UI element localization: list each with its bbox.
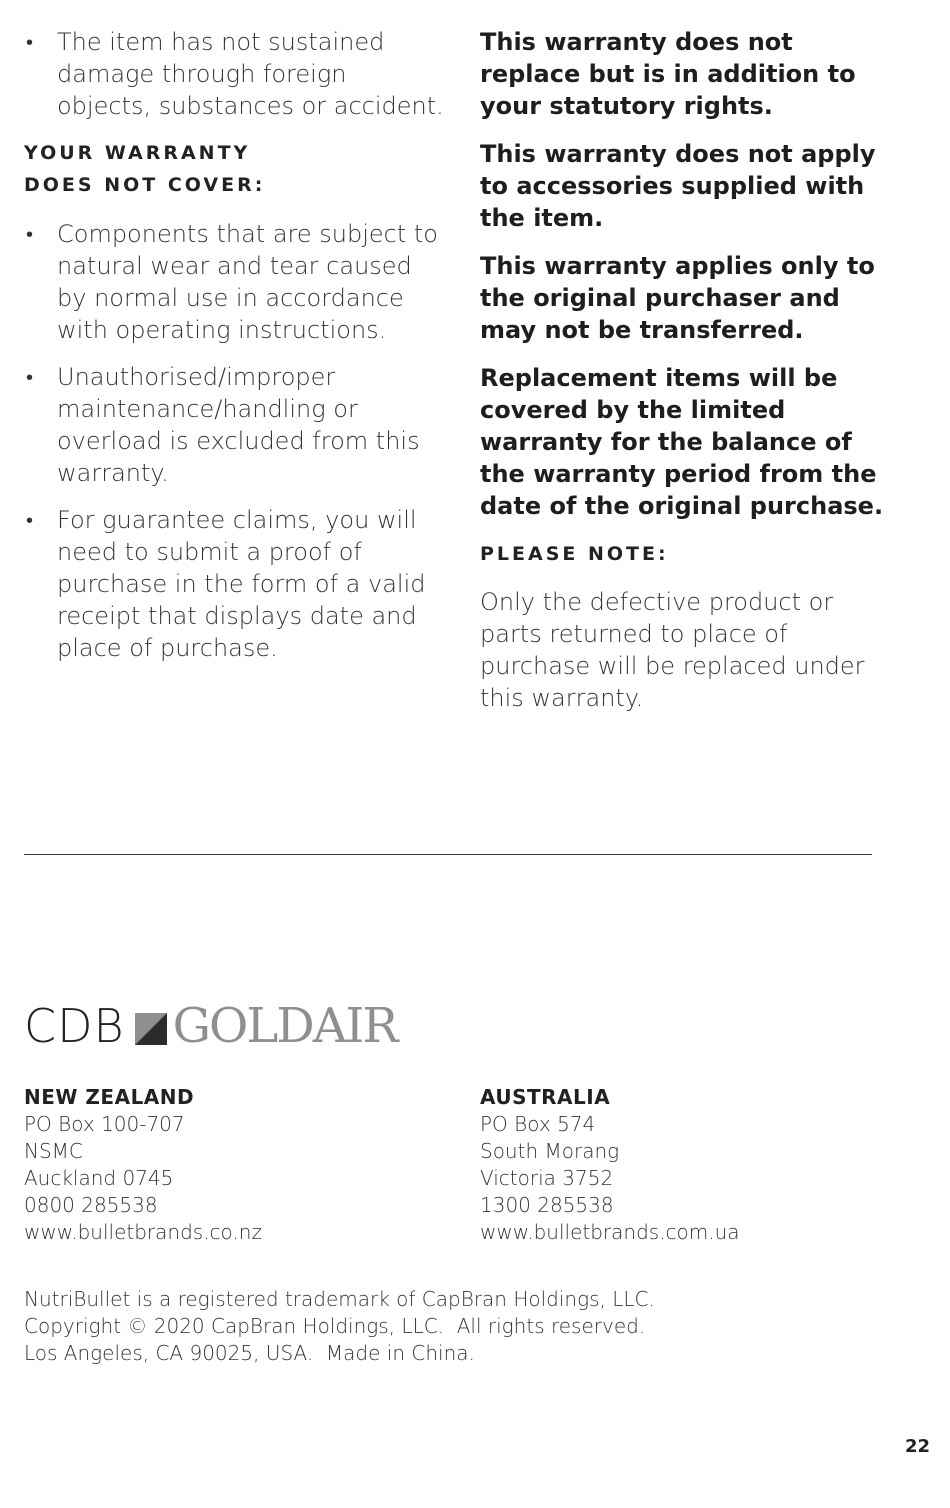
warranty-statement: Replacement items will be covered by the limited warranty for the balance of the warranty period from the date of the original purchase. bbox=[480, 364, 884, 520]
address-line: Victoria 3752 bbox=[480, 1166, 614, 1190]
exclusions-list bbox=[24, 218, 444, 664]
brand-logo bbox=[24, 998, 397, 1054]
list-item: • Components that are subject to natural wear and tear caused by normal use in accordance with operating instructions. bbox=[24, 218, 444, 346]
please-note-text: Only the defective product or parts returned to place of purchase will be replaced under this warranty. bbox=[480, 588, 865, 712]
section-divider bbox=[24, 854, 872, 855]
list-item: • Unauthorised/improper maintenance/handling or overload is excluded from this warranty. bbox=[24, 361, 444, 489]
condition-list bbox=[24, 26, 444, 122]
phone-number: 1300 285538 bbox=[480, 1193, 614, 1217]
website-link: www.bulletbrands.co.nz bbox=[24, 1220, 262, 1244]
please-note-heading: PLEASE NOTE: bbox=[480, 543, 669, 565]
address-line: PO Box 100-707 bbox=[24, 1112, 185, 1136]
address-australia bbox=[480, 1084, 880, 1246]
warranty-statement: This warranty applies only to the original purchaser and may not be transferred. bbox=[480, 252, 875, 344]
list-item: • The item has not sustained damage through foreign objects, substances or accident. bbox=[24, 26, 444, 122]
website-link: www.bulletbrands.com.ua bbox=[480, 1220, 740, 1244]
trademark-line: NutriBullet is a registered trademark of CapBran Holdings, LLC. bbox=[24, 1287, 655, 1311]
heading-line: YOUR WARRANTY bbox=[24, 142, 251, 164]
cdb-logo-text: CDB bbox=[24, 999, 125, 1053]
warranty-statement: This warranty does not apply to accessories supplied with the item. bbox=[480, 140, 876, 232]
origin-line: Los Angeles, CA 90025, USA. Made in China. bbox=[24, 1341, 475, 1365]
heading-line: DOES NOT COVER: bbox=[24, 174, 266, 196]
not-covered-heading bbox=[24, 137, 444, 201]
address-line: Auckland 0745 bbox=[24, 1166, 174, 1190]
goldair-mark-icon bbox=[135, 1013, 167, 1045]
phone-number: 0800 285538 bbox=[24, 1193, 158, 1217]
address-new-zealand bbox=[24, 1084, 424, 1246]
address-title: AUSTRALIA bbox=[480, 1085, 611, 1109]
address-line: NSMC bbox=[24, 1139, 83, 1163]
address-line: South Morang bbox=[480, 1139, 620, 1163]
page-number: 22 bbox=[904, 1436, 930, 1457]
address-title: NEW ZEALAND bbox=[24, 1085, 195, 1109]
right-column bbox=[480, 26, 900, 714]
goldair-logo-text: GOLDAIR bbox=[172, 998, 397, 1054]
left-column bbox=[24, 26, 444, 679]
address-line: PO Box 574 bbox=[480, 1112, 596, 1136]
legal-notice bbox=[24, 1286, 844, 1367]
warranty-statement: This warranty does not replace but is in addition to your statutory rights. bbox=[480, 28, 856, 120]
list-item: • For guarantee claims, you will need to submit a proof of purchase in the form of a valid receipt that displays date and place of purchase. bbox=[24, 504, 444, 664]
copyright-line: Copyright © 2020 CapBran Holdings, LLC. All rights reserved. bbox=[24, 1314, 646, 1338]
